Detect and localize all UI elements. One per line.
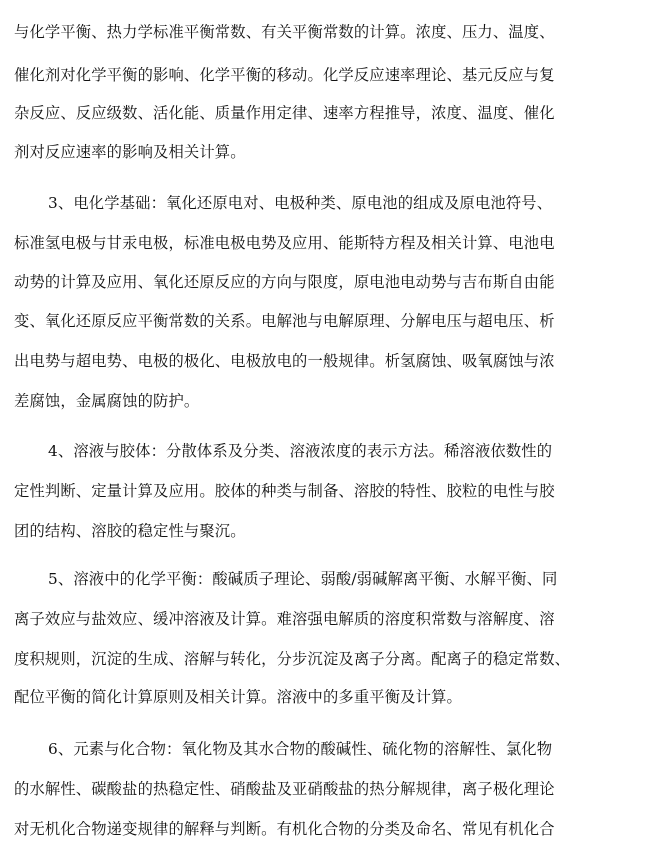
text-line: 离子效应与盐效应、缓冲溶液及计算。难溶强电解质的溶度积常数与溶解度、溶 (14, 610, 555, 628)
text-line: 变、氧化还原反应平衡常数的关系。电解池与电解原理、分解电压与超电压、析 (14, 312, 555, 330)
section-5-heading-line: 5、溶液中的化学平衡：酸碱质子理论、弱酸/弱碱解离平衡、水解平衡、同 (48, 570, 558, 588)
text-line: 团的结构、溶胶的稳定性与聚沉。 (14, 522, 246, 540)
section-4-heading-line: 4、溶液与胶体：分散体系及分类、溶液浓度的表示方法。稀溶液依数性的 (48, 442, 553, 460)
text-line: 的水解性、碳酸盐的热稳定性、硝酸盐及亚硝酸盐的热分解规律，离子极化理论 (14, 780, 555, 798)
text-line: 标准氢电极与甘汞电极，标准电极电势及应用、能斯特方程及相关计算、电池电 (14, 234, 555, 252)
text-line: 定性判断、定量计算及应用。胶体的种类与制备、溶胶的特性、胶粒的电性与胶 (14, 482, 555, 500)
text-line: 剂对反应速率的影响及相关计算。 (14, 143, 246, 161)
section-6-heading-line: 6、元素与化合物：氧化物及其水合物的酸碱性、硫化物的溶解性、氯化物 (48, 740, 553, 758)
text-line: 杂反应、反应级数、活化能、质量作用定律、速率方程推导，浓度、温度、催化 (14, 104, 555, 122)
text-line: 与化学平衡、热力学标准平衡常数、有关平衡常数的计算。浓度、压力、温度、 (14, 23, 555, 41)
text-line: 差腐蚀，金属腐蚀的防护。 (14, 392, 200, 410)
text-line: 度积规则，沉淀的生成、溶解与转化，分步沉淀及离子分离。配离子的稳定常数、 (14, 650, 571, 668)
text-line: 动势的计算及应用、氧化还原反应的方向与限度，原电池电动势与吉布斯自由能 (14, 273, 555, 291)
text-line: 对无机化合物递变规律的解释与判断。有机化合物的分类及命名、常见有机化合 (14, 820, 555, 838)
text-line: 出电势与超电势、电极的极化、电极放电的一般规律。析氢腐蚀、吸氧腐蚀与浓 (14, 352, 555, 370)
text-line: 配位平衡的简化计算原则及相关计算。溶液中的多重平衡及计算。 (14, 688, 462, 706)
section-3-heading-line: 3、电化学基础：氧化还原电对、电极种类、原电池的组成及原电池符号、 (48, 194, 553, 212)
text-line: 催化剂对化学平衡的影响、化学平衡的移动。化学反应速率理论、基元反应与复 (14, 66, 555, 84)
